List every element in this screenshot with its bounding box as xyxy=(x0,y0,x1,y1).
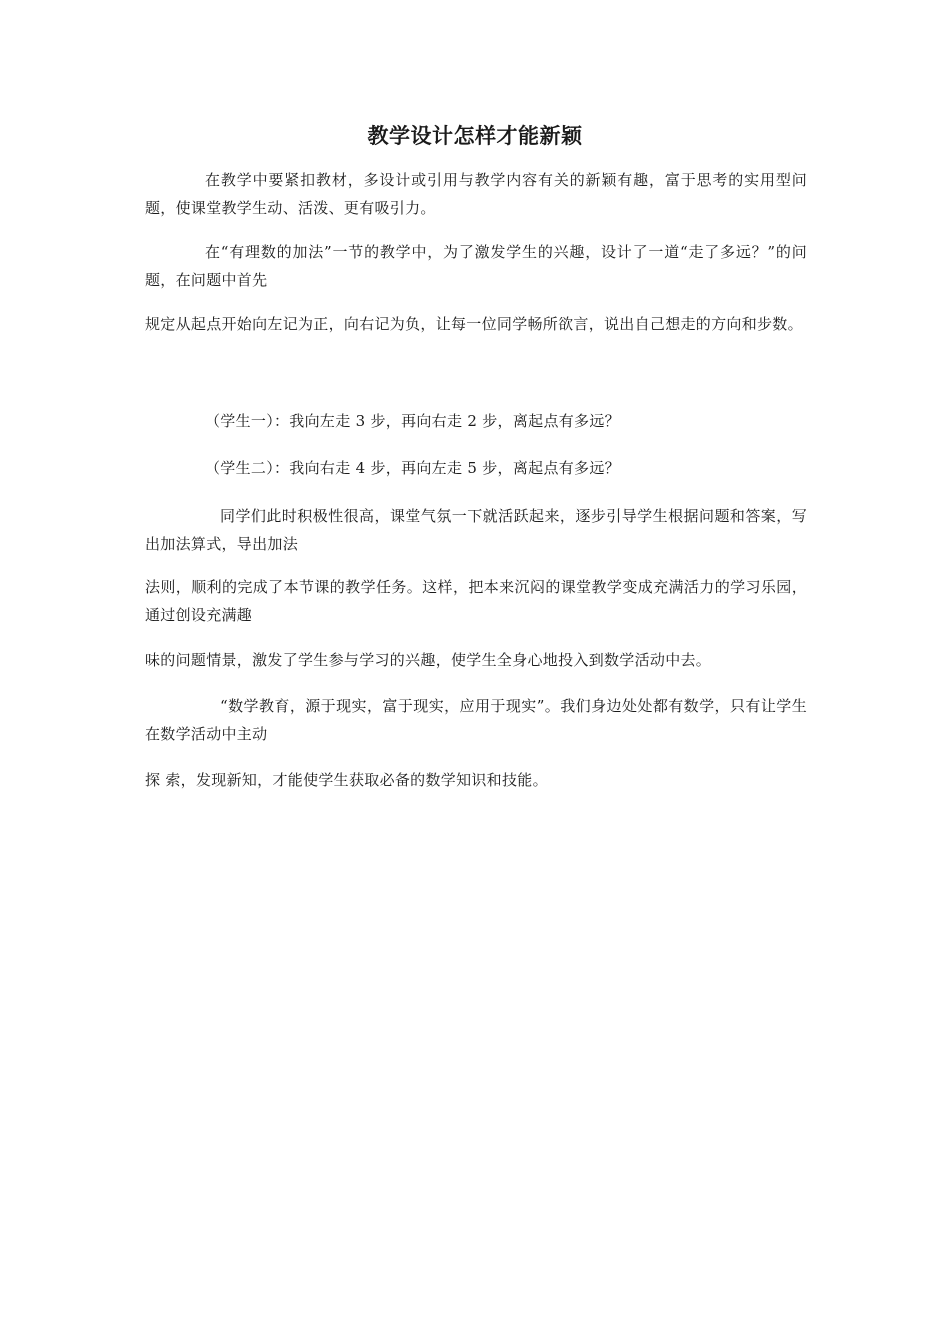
paragraph-rule-definition: 规定从起点开始向左记为正，向右记为负，让每一位同学畅所欲言，说出自己想走的方向和步数。 xyxy=(145,315,803,333)
paragraph-example-setup: 在“有理数的加法”一节的教学中，为了激发学生的兴趣，设计了一道“走了多远？”的问题，在问题中首先 xyxy=(145,243,807,289)
paragraph-conclusion: 探 索，发现新知，才能使学生获取必备的数学知识和技能。 xyxy=(145,771,548,789)
paragraph-interest: 味的问题情景，激发了学生参与学习的兴趣，使学生全身心地投入到数学活动中去。 xyxy=(145,651,712,669)
paragraph-class-response: 同学们此时积极性很高，课堂气氛一下就活跃起来，逐步引导学生根据问题和答案，写出加法算式，导出加法 xyxy=(145,507,807,553)
paragraph-addition-rule: 法则，顺利的完成了本节课的教学任务。这样，把本来沉闷的课堂教学变成充满活力的学习乐园，通过创设充满趣 xyxy=(145,578,807,624)
paragraph-intro: 在教学中要紧扣教材，多设计或引用与教学内容有关的新颖有趣，富于思考的实用型问题，使课堂教学生动、活泼、更有吸引力。 xyxy=(145,171,807,217)
document-title: 教学设计怎样才能新颖 xyxy=(367,124,583,148)
paragraph-student-two: （学生二）：我向右走 4 步，再向左走 5 步，离起点有多远？ xyxy=(205,459,620,477)
paragraph-student-one: （学生一）：我向左走 3 步，再向右走 2 步，离起点有多远？ xyxy=(205,412,620,430)
paragraph-quote: “数学教育，源于现实，富于现实，应用于现实”。我们身边处处都有数学，只有让学生在数学活动中主动 xyxy=(145,697,807,743)
